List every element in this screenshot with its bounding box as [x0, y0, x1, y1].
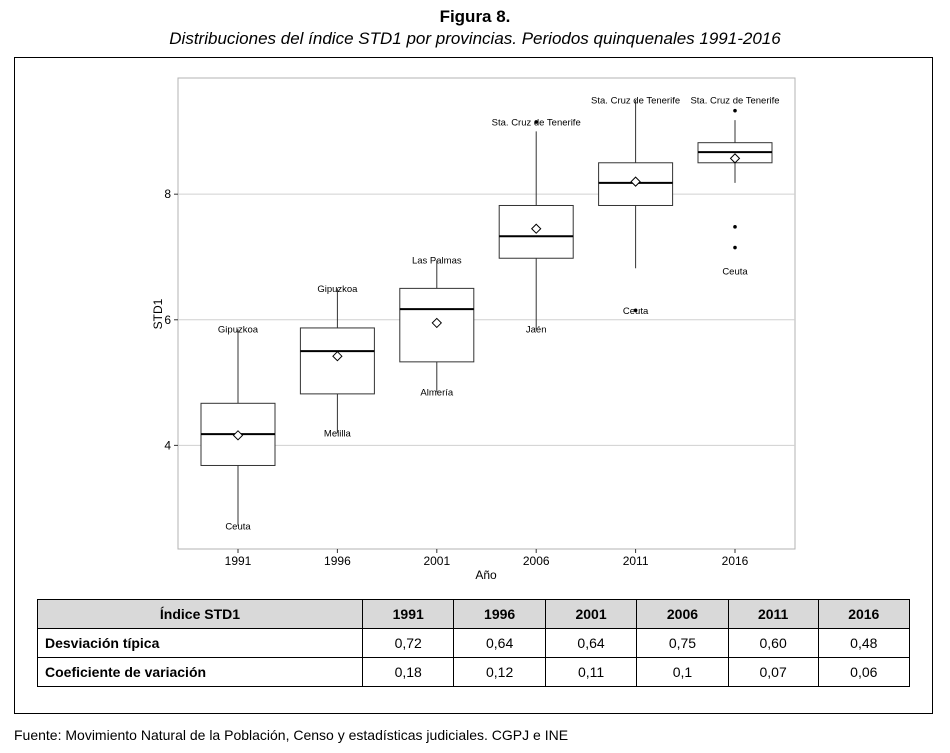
table-cell: 0,12	[454, 658, 545, 687]
table-cell: 0,06	[818, 658, 909, 687]
province-label: Ceuta	[622, 305, 649, 317]
table-row	[38, 658, 910, 687]
source-note: Fuente: Movimiento Natural de la Población, Censo y estadísticas judiciales. CGPJ e INE	[14, 727, 569, 743]
table-header-cell: 2011	[728, 600, 818, 629]
table-header-cell: 1996	[454, 600, 545, 629]
table-cell: 0,64	[454, 629, 545, 658]
x-tick-label: 1996	[324, 554, 351, 568]
table-header-cell: 2016	[818, 600, 909, 629]
province-label: Melilla	[323, 428, 351, 440]
table-header-cell: Índice STD1	[38, 600, 363, 629]
y-axis-title: STD1	[151, 298, 165, 330]
province-label: Gipuzkoa	[317, 283, 358, 295]
y-tick-label: 8	[164, 187, 171, 202]
row-label: Coeficiente de variación	[38, 658, 363, 687]
x-tick-label: 2016	[721, 554, 749, 568]
outlier-point	[733, 225, 737, 229]
figure-title: Figura 8.	[439, 7, 511, 26]
province-label: Sta. Cruz de Tenerife	[690, 95, 780, 107]
table-header-cell: 2001	[545, 600, 636, 629]
table-header-row	[38, 600, 910, 629]
x-tick-label: 2006	[522, 554, 550, 568]
y-tick-label: 4	[164, 438, 171, 453]
table-header-cell: 2006	[637, 600, 728, 629]
province-label: Ceuta	[722, 266, 748, 278]
x-tick-label: 2001	[423, 554, 451, 568]
province-label: Gipuzkoa	[217, 324, 259, 336]
table-row	[38, 629, 910, 658]
outlier-point	[733, 246, 737, 250]
table-header-cell: 1991	[363, 600, 454, 629]
table-cell: 0,75	[637, 629, 728, 658]
province-label: Ceuta	[225, 521, 251, 533]
table-cell: 0,07	[728, 658, 818, 687]
table-cell: 0,18	[363, 658, 454, 687]
province-label: Las Palmas	[411, 255, 462, 267]
province-label: Jaén	[525, 324, 547, 336]
outlier-point	[733, 109, 737, 113]
province-label: Sta. Cruz de Tenerife	[591, 95, 681, 107]
x-axis-title: Año	[475, 568, 497, 582]
table-cell: 0,72	[363, 629, 454, 658]
figure-subtitle: Distribuciones del índice STD1 por provincias. Periodos quinquenales 1991-2016	[169, 29, 781, 48]
stats-table	[37, 599, 910, 687]
x-tick-label: 2011	[622, 554, 649, 568]
province-label: Sta. Cruz de Tenerife	[491, 117, 581, 129]
x-tick-label: 1991	[224, 554, 252, 568]
table-cell: 0,1	[637, 658, 728, 687]
province-label: Almería	[420, 387, 454, 399]
table-cell: 0,48	[818, 629, 909, 658]
table-cell: 0,64	[545, 629, 636, 658]
y-tick-label: 6	[164, 312, 171, 327]
row-label: Desviación típica	[38, 629, 363, 658]
table-cell: 0,11	[545, 658, 636, 687]
table-cell: 0,60	[728, 629, 818, 658]
